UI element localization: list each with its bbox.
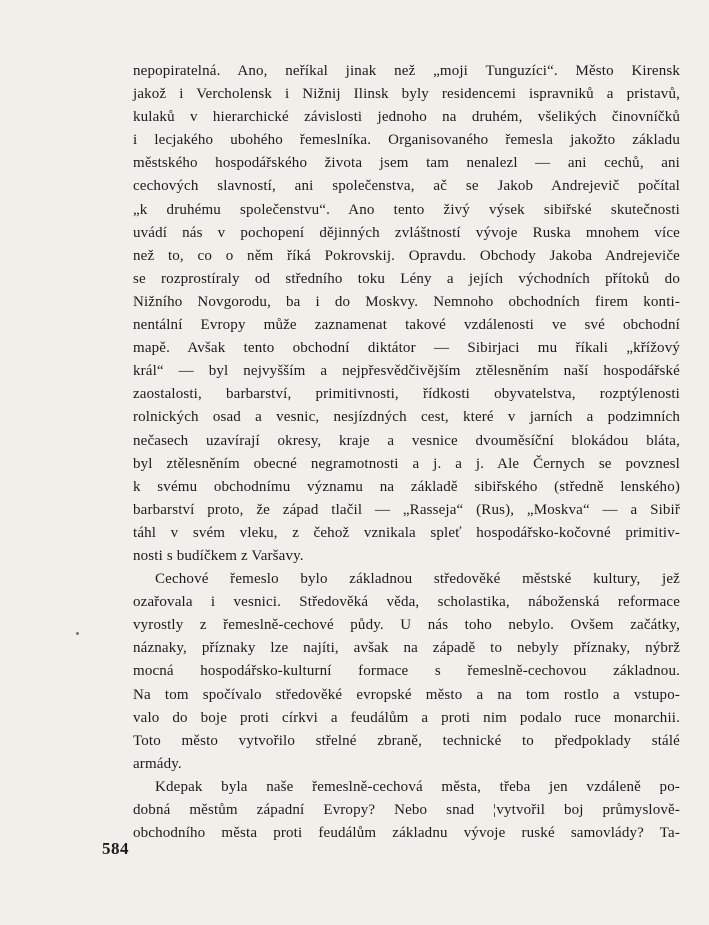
text-line: byl ztělesněním obecné negramotnosti a j. a j. Ale Černych se povznesl bbox=[133, 455, 680, 472]
text-line: rolnických osad a vesnic, nesjízdných cest, které v jarních a podzimních bbox=[133, 409, 680, 426]
text-line: kulaků v hierarchické závislosti jednoho na druhém, všelikých činovníčků bbox=[133, 109, 680, 126]
text-line: Cechové řemeslo bylo základnou středověké městské kultury, jež bbox=[155, 571, 680, 588]
body-text bbox=[133, 60, 680, 845]
text-line: městského hospodářského života jsem tam nenalezl — ani cechů, ani bbox=[133, 155, 680, 172]
text-line: táhl v svém vleku, z čehož vznikala spleť hospodářsko-kočovné primitiv- bbox=[133, 524, 680, 541]
paragraph bbox=[133, 776, 680, 845]
text-line: mocná hospodářsko-kulturní formace s řemeslně-cechovou základnou. bbox=[133, 663, 680, 680]
text-line: cechových slavností, ani společenstva, ač se Jakob Andrejevič počítal bbox=[133, 178, 680, 195]
text-line: ozařovala i vesnici. Středověká věda, scholastika, náboženská reformace bbox=[133, 594, 680, 611]
text-line: uvádí nás v pochopení dějinných zvláštností vývoje Ruska mnohem více bbox=[133, 224, 680, 241]
text-line: než to, co o něm říká Pokrovskij. Opravdu. Obchody Jakoba Andrejeviče bbox=[133, 247, 680, 264]
text-line: dobná městům západní Evropy? Nebo snad ¦vytvořil boj průmyslově- bbox=[133, 802, 680, 818]
text-line: Na tom spočívalo středověké evropské město a na tom rostlo a vstupo- bbox=[133, 686, 680, 703]
paragraph bbox=[133, 568, 680, 776]
text-line: k svému obchodnímu významu na základě sibiřského (středně lenského) bbox=[133, 478, 680, 495]
text-line: náznaky, příznaky lze najíti, avšak na západě to nebyly příznaky, nýbrž bbox=[133, 640, 680, 657]
text-line: Kdepak byla naše řemeslně-cechová města, třeba jen vzdáleně po- bbox=[155, 778, 680, 795]
text-line: nečasech uzavírají okresy, kraje a vesnice dvouměsíční blokádou bláta, bbox=[133, 432, 680, 449]
text-line: Toto město vytvořilo střelné zbraně, technické to předpoklady stálé bbox=[133, 732, 680, 749]
text-line: nosti s budíčkem z Varšavy. bbox=[133, 547, 304, 564]
page-number: 584 bbox=[102, 839, 129, 858]
text-line: mapě. Avšak tento obchodní diktátor — Sibirjaci mu říkali „křížový bbox=[133, 340, 680, 357]
text-line: valo do boje proti církvi a feudálům a proti nim podalo ruce monarchii. bbox=[133, 709, 680, 726]
text-line: „k druhému společenstvu“. Ano tento živý výsek sibiřské skutečnosti bbox=[133, 201, 680, 218]
text-line: Nižního Novgorodu, ba i do Moskvy. Nemnoho obchodních firem konti- bbox=[133, 293, 680, 310]
text-line: zaostalosti, barbarství, primitivnosti, řídkosti obyvatelstva, rozptýlenosti bbox=[133, 386, 680, 403]
text-line: vyrostly z řemeslně-cechové půdy. U nás toho nebylo. Ovšem začátky, bbox=[133, 617, 680, 634]
text-line: jakož i Vercholensk i Nižnij Ilinsk byly residencemi ispravniků a pristavů, bbox=[133, 86, 680, 103]
text-line: barbarství proto, že západ tlačil — „Rasseja“ (Rus), „Moskva“ — a Sibiř bbox=[133, 501, 680, 518]
text-line: obchodního města proti feudálům základnu vývoje ruské samovlády? Ta- bbox=[133, 825, 680, 842]
text-line: nentální Evropy může zaznamenat takové vzdálenosti ve své obchodní bbox=[133, 317, 680, 334]
text-line: král“ — byl nejvyšším a nejpřesvědčivějším ztělesněním naší hospodářské bbox=[133, 363, 680, 380]
paper-speck bbox=[76, 632, 79, 635]
text-line: se rozprostíraly od středního toku Lény a jejích východních přítoků do bbox=[133, 270, 680, 287]
text-line: armády. bbox=[133, 755, 182, 772]
text-line: i lecjakého ubohého řemeslníka. Organisovaného řemesla jakožto základu bbox=[133, 132, 680, 149]
text-line: nepopiratelná. Ano, neříkal jinak než „moji Tunguzíci“. Město Kirensk bbox=[133, 63, 680, 79]
paragraph bbox=[133, 60, 680, 568]
